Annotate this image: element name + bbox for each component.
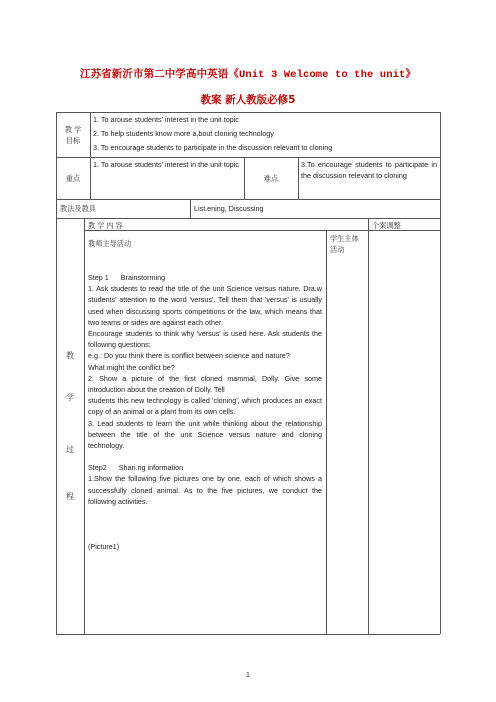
table-rule: [368, 218, 369, 634]
step-heading: Step 1 Brainstorming: [88, 273, 166, 282]
objective-item: 3. To encourage students to participate in the discussion relevant to cloning: [93, 143, 333, 152]
table-rule: [190, 199, 191, 218]
teacher-activity-header: 教师主导活动: [88, 239, 132, 248]
body-paragraph: 1. Ask students to read the title of the unit Science versus nature. Dra.w students' attention to the word 'versus'. Tell them that 'versus' is usually used when discussing sports competitions or the law, which means that two teams or sides are against each other.: [88, 284, 322, 327]
process-label-char: 教: [66, 351, 74, 360]
title-prefix: 江苏省新沂市第二中学高中英语《: [79, 68, 239, 80]
objective-item: 2. To help students know more a,bout cloning technology: [93, 129, 274, 138]
table-rule: [84, 218, 85, 634]
objectives-list: [93, 114, 438, 153]
table-border-top: [56, 112, 440, 113]
objectives-label: 教 学 目标: [64, 125, 82, 145]
key-points-text: 1. To arouse students' interest in the unit topic: [93, 160, 239, 169]
table-rule: [298, 157, 299, 199]
table-rule: [90, 112, 91, 199]
table-border-bottom: [56, 634, 440, 635]
methods-label: 教法及教具: [60, 204, 96, 213]
content-header: 教 学 内 容: [88, 221, 123, 230]
title-suffix: 》: [405, 68, 417, 80]
body-paragraph: What might the conflict be?: [88, 362, 175, 372]
table-rule: [56, 199, 440, 200]
body-paragraph: 3. Lead students to learn the unit while thinking about the relationship between the title of the unit Science versus nature and cloning technology.: [88, 418, 322, 451]
methods-text: List.ening, Discussing: [194, 204, 264, 213]
key-points-label: 重点: [65, 174, 81, 183]
process-label-char: 学: [66, 393, 74, 402]
body-paragraph: e.g.: Do you think there is conflict between science and nature?: [88, 351, 290, 361]
table-rule: [244, 157, 245, 199]
table-rule: [56, 157, 440, 158]
picture-label: (Picture1): [88, 542, 120, 552]
table-rule: [56, 218, 440, 219]
body-paragraph: 1.Show the following five pictures one by one, each of which shows a successfully cloned animal. As to the five pictures, we conduct the following activities.: [88, 474, 322, 506]
process-label-char: 程: [66, 492, 74, 501]
process-label-char: 过: [66, 445, 74, 454]
adjust-header: 个案调整: [372, 221, 401, 230]
document-title: [0, 66, 496, 81]
title-unit: Unit 3 Welcome to the unit: [238, 69, 406, 81]
objective-item: 1. To arouse students' interest in the unit topic: [93, 115, 239, 124]
student-activity-header: 学生主体 活动: [330, 234, 359, 254]
body-paragraph: 2. Show a picture of the first cloned mammal, Dolly. Give some introduction about the creation of Dolly. Tell: [88, 373, 322, 395]
difficult-points-text: 3.To encourage students to participate in the discussion relevant to cloning: [301, 160, 437, 180]
lesson-body: [88, 272, 322, 552]
body-paragraph: students this new technology is called 'cloning', which produces an exact copy of an animal or a plant from its own cells.: [88, 396, 322, 417]
step-heading: Step2 Shari.ng information: [88, 463, 184, 473]
page-number: 1: [246, 672, 250, 679]
body-paragraph: Encourage students to think why 'versus' is used here. Ask students the following questions:: [88, 329, 322, 350]
document-subtitle: 教案 新人教版必修5: [200, 94, 296, 106]
difficult-points-label: 难点: [263, 174, 279, 183]
table-border-left: [56, 112, 57, 634]
table-border-right: [440, 112, 441, 634]
table-rule: [326, 230, 327, 634]
